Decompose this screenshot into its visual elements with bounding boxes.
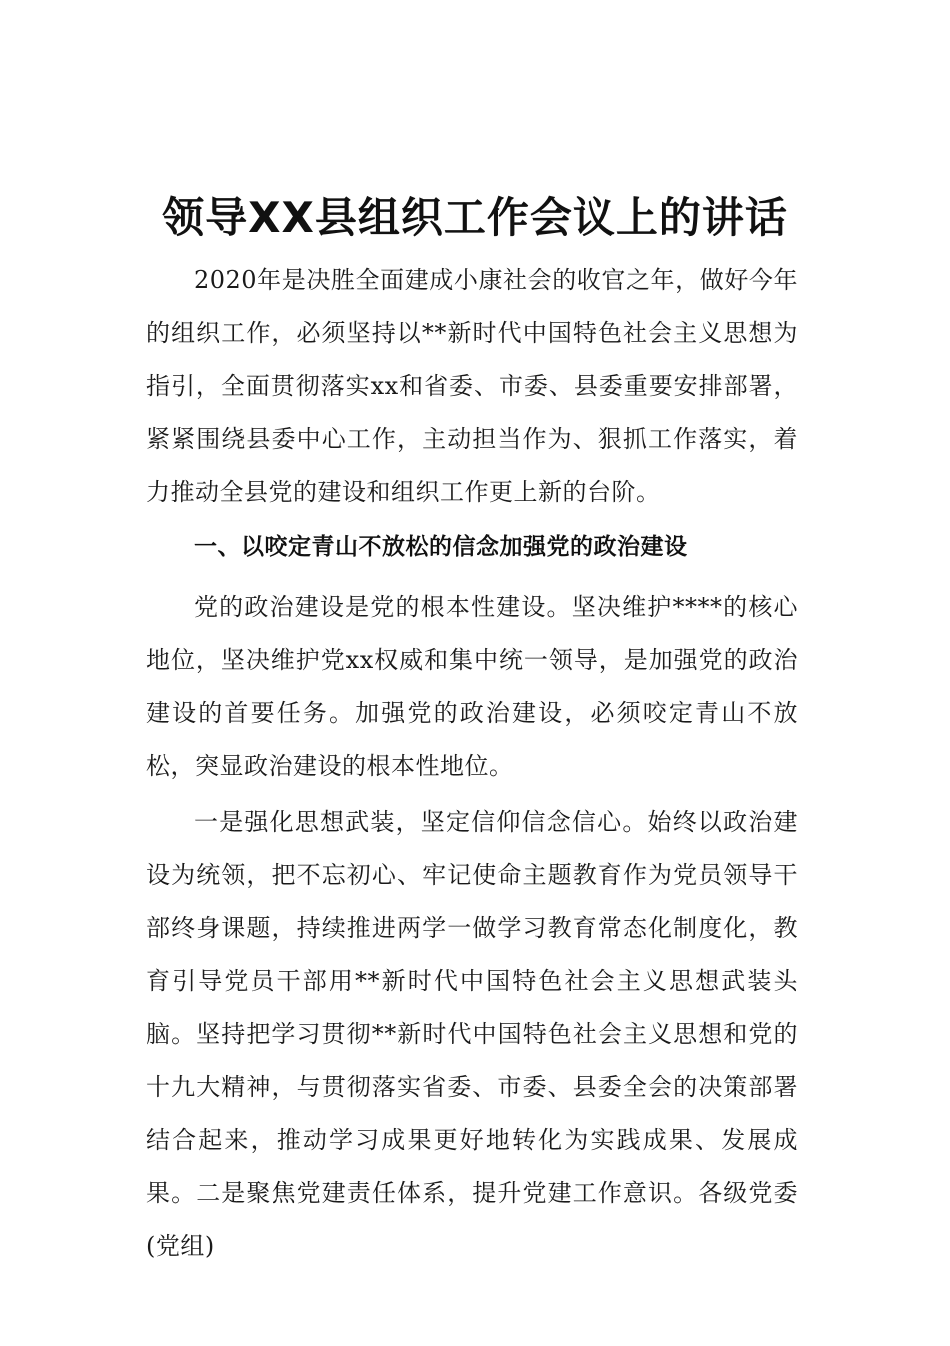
body-paragraph: 一是强化思想武装，坚定信仰信念信心。始终以政治建设为统领，把不忘初心、牢记使命主题教育作为党员领导干部终身课题，持续推进两学一做学习教育常态化制度化，教育引导党员干部用**新时代中国特色社会主义思想武装头脑。坚持把学习贯彻**新时代中国特色社会主义思想和党的十九大精神，与贯彻落实省委、市委、县委全会的决策部署结合起来，推动学习成果更好地转化为实践成果、发展成果。二是聚焦党建责任体系，提升党建工作意识。各级党委(党组): [146, 808, 798, 1260]
document-title: 领导XX县组织工作会议上的讲话: [162, 193, 788, 243]
section-heading: 一、以咬定青山不放松的信念加强党的政治建设: [194, 534, 688, 560]
intro-paragraph: 2020年是决胜全面建成小康社会的收官之年，做好今年的组织工作，必须坚持以**新时代中国特色社会主义思想为指引，全面贯彻落实xx和省委、市委、县委重要安排部署，紧紧围绕县委中心工作，主动担当作为、狠抓工作落实，着力推动全县党的建设和组织工作更上新的台阶。: [146, 266, 798, 506]
body-paragraph: 党的政治建设是党的根本性建设。坚决维护****的核心地位，坚决维护党xx权威和集中统一领导，是加强党的政治建设的首要任务。加强党的政治建设，必须咬定青山不放松，突显政治建设的根本性地位。: [146, 593, 798, 780]
